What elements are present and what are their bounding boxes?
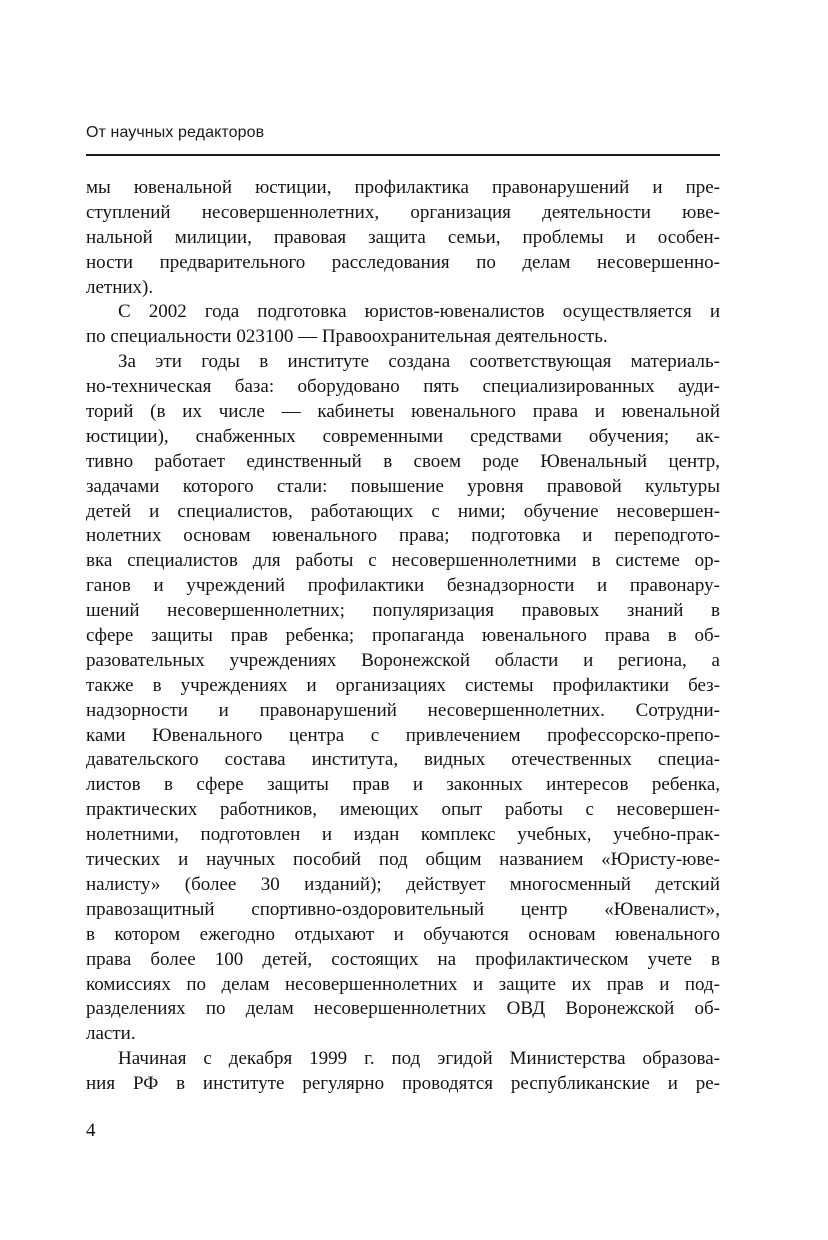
text-line: также в учреждениях и организациях системы профилактики без- bbox=[86, 674, 720, 696]
text-line: надзорности и правонарушений несовершеннолетних. Сотрудни- bbox=[86, 699, 720, 721]
text-line: разделениях по делам несовершеннолетних ОВД Воронежской об- bbox=[86, 998, 720, 1020]
text-line: За эти годы в институте создана соответствующая материаль- bbox=[118, 351, 720, 373]
text-line: Начиная с декабря 1999 г. под эгидой Министерства образова- bbox=[118, 1048, 720, 1070]
text-line: ступлений несовершеннолетних, организация деятельности юве- bbox=[86, 201, 720, 223]
text-line: ния РФ в институте регулярно проводятся республиканские и ре- bbox=[86, 1073, 720, 1095]
text-line: права более 100 детей, состоящих на профилактическом учете в bbox=[86, 948, 720, 970]
text-line: листов в сфере защиты прав и законных интересов ребенка, bbox=[86, 774, 720, 796]
text-line: ганов и учреждений профилактики безнадзорности и правонару- bbox=[86, 575, 720, 597]
text-line: правозащитный спортивно-оздоровительный центр «Ювеналист», bbox=[86, 898, 720, 920]
paragraph bbox=[86, 1047, 720, 1097]
text-line: нальной милиции, правовая защита семьи, проблемы и особен- bbox=[86, 226, 720, 248]
text-line: С 2002 года подготовка юристов-ювеналистов осуществляется и bbox=[118, 301, 720, 323]
running-header: От научных редакторов bbox=[86, 124, 265, 141]
text-line: летних). bbox=[86, 276, 154, 298]
text-line: по специальности 023100 — Правоохранительная деятельность. bbox=[86, 326, 608, 348]
paragraph bbox=[86, 176, 720, 300]
text-line: комиссиях по делам несовершеннолетних и защите их прав и под- bbox=[86, 973, 720, 995]
header-rule bbox=[86, 154, 720, 156]
text-line: сфере защиты прав ребенка; пропаганда ювенального права в об- bbox=[86, 625, 720, 647]
text-line: вка специалистов для работы с несовершеннолетними в системе ор- bbox=[86, 550, 720, 572]
text-line: тических и научных пособий под общим названием «Юристу-юве- bbox=[86, 849, 720, 871]
text-line: давательского состава института, видных отечественных специа- bbox=[86, 749, 720, 771]
page-body bbox=[86, 176, 720, 1097]
text-line: шений несовершеннолетних; популяризация правовых знаний в bbox=[86, 600, 720, 622]
text-line: налисту» (более 30 изданий); действует многосменный детский bbox=[86, 873, 720, 895]
text-line: тивно работает единственный в своем роде Ювенальный центр, bbox=[86, 450, 720, 472]
text-line: задачами которого стали: повышение уровня правовой культуры bbox=[86, 475, 720, 497]
paragraph bbox=[86, 300, 720, 350]
text-line: ками Ювенального центра с привлечением профессорско-препо- bbox=[86, 724, 720, 746]
text-line: юстиции), снабженных современными средствами обучения; ак- bbox=[86, 425, 720, 447]
text-line: нолетних основам ювенального права; подготовка и переподгото- bbox=[86, 525, 720, 547]
text-line: разовательных учреждениях Воронежской области и региона, а bbox=[86, 649, 720, 671]
text-line: ности предварительного расследования по делам несовершенно- bbox=[86, 251, 720, 273]
text-line: практических работников, имеющих опыт работы с несовершен- bbox=[86, 799, 720, 821]
paragraph bbox=[86, 350, 720, 1047]
text-line: в котором ежегодно отдыхают и обучаются основам ювенального bbox=[86, 923, 720, 945]
text-line: ласти. bbox=[86, 1023, 136, 1045]
text-line: нолетними, подготовлен и издан комплекс учебных, учебно-прак- bbox=[86, 824, 720, 846]
text-line: мы ювенальной юстиции, профилактика правонарушений и пре- bbox=[86, 177, 720, 198]
text-line: торий (в их числе — кабинеты ювенального права и ювенальной bbox=[86, 401, 720, 423]
text-line: но-техническая база: оборудовано пять специализированных ауди- bbox=[86, 376, 720, 398]
page-number: 4 bbox=[86, 1120, 96, 1141]
text-line: детей и специалистов, работающих с ними; обучение несовершен- bbox=[86, 500, 720, 522]
